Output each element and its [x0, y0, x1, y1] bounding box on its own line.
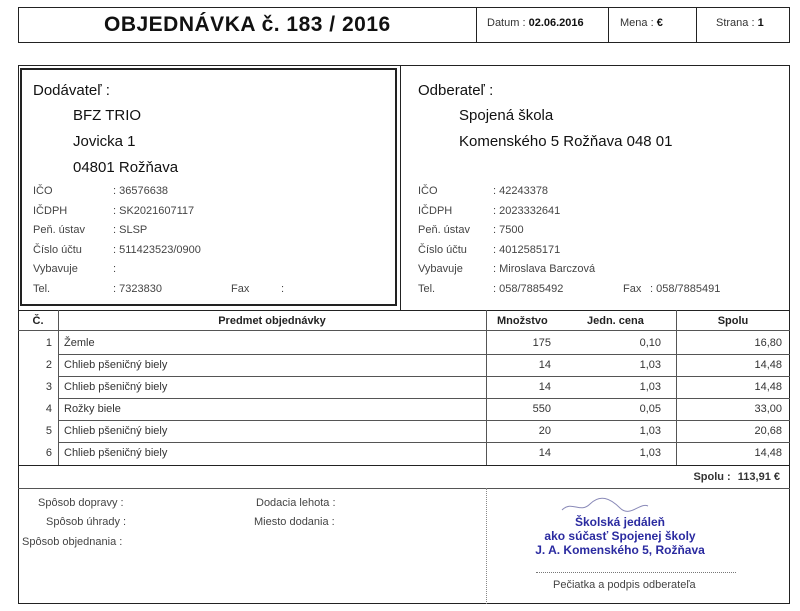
row-qty: 550 — [532, 403, 551, 415]
row-unit-price: 0,05 — [639, 403, 661, 415]
customer-field-row — [418, 283, 778, 303]
signature-divider — [486, 488, 487, 604]
field-value: : 42243378 — [493, 185, 549, 197]
field-label: Číslo účtu — [33, 243, 82, 256]
row-qty: 14 — [538, 447, 551, 459]
table-bottom-border — [18, 465, 790, 466]
page-title: OBJEDNÁVKA č. 183 / 2016 — [104, 13, 391, 36]
row-total: 14,48 — [754, 447, 782, 459]
field-label: IČDPH — [418, 204, 453, 217]
supplier-field-row — [33, 263, 373, 283]
row-qty: 20 — [538, 425, 551, 437]
header-divider-2 — [608, 7, 609, 43]
sum-bottom-border — [18, 488, 790, 489]
supplier-street: Jovicka 1 — [73, 133, 136, 150]
field-label: IČDPH — [33, 204, 68, 217]
sum-value: 113,91 € — [737, 471, 780, 483]
col-header-item: Predmet objednávky — [218, 315, 326, 327]
field-label: Vybavuje — [418, 263, 463, 275]
stamp-line: J. A. Komenského 5, Rožňava — [535, 543, 705, 557]
fax-label: Fax — [231, 282, 250, 295]
table-header-bottom — [18, 330, 790, 331]
field-value: : 7323830 — [113, 282, 162, 295]
field-label: Vybavuje — [33, 263, 78, 275]
date-value: 02.06.2016 — [528, 17, 584, 29]
field-value: : — [113, 263, 117, 275]
customer-address: Komenského 5 Rožňava 048 01 — [459, 133, 673, 150]
school-stamp — [490, 515, 750, 557]
row-item: Chlieb pšeničný biely — [64, 425, 168, 437]
page-value: 1 — [757, 17, 764, 29]
page-number-field — [716, 17, 764, 29]
row-total: 20,68 — [754, 425, 782, 437]
customer-field-row — [418, 244, 778, 264]
field-label: Tel. — [418, 282, 436, 295]
supplier-field-row — [33, 244, 373, 264]
row-unit-price: 1,03 — [639, 381, 661, 393]
field-label: IČO — [418, 185, 438, 197]
supplier-field-row — [33, 185, 373, 205]
page-label: Strana : — [716, 17, 755, 29]
row-qty: 175 — [532, 337, 551, 349]
date-label: Datum : — [487, 17, 526, 29]
parties-divider — [400, 65, 401, 310]
row-total: 14,48 — [754, 359, 782, 371]
row-number: 1 — [45, 337, 52, 349]
currency-label: Mena : — [620, 17, 654, 29]
field-label: Peň. ústav — [33, 224, 85, 236]
row-item: Rožky biele — [64, 403, 121, 415]
fax-value: : 058/7885491 — [650, 282, 721, 295]
sum-label: Spolu : — [693, 471, 731, 483]
col-header-qty: Množstvo — [497, 315, 548, 327]
table-row — [18, 421, 790, 443]
currency-value: € — [656, 17, 663, 29]
payment-label: Spôsob úhrady : — [46, 516, 127, 528]
col-header-unit-price: Jedn. cena — [587, 315, 644, 327]
row-item: Chlieb pšeničný biely — [64, 381, 168, 393]
row-unit-price: 1,03 — [639, 425, 661, 437]
field-value: : 7500 — [493, 224, 524, 236]
field-value: : SK2021607117 — [113, 204, 195, 217]
sum-row — [600, 471, 780, 483]
supplier-heading: Dodávateľ : — [33, 82, 110, 99]
row-total: 14,48 — [754, 381, 782, 393]
row-item: Chlieb pšeničný biely — [64, 447, 168, 459]
header-divider-1 — [476, 7, 477, 43]
field-label: Číslo účtu — [418, 243, 467, 256]
order-method-label: Spôsob objednania : — [22, 536, 123, 548]
fax-label: Fax — [623, 282, 642, 295]
row-unit-price: 0,10 — [639, 337, 661, 349]
row-number: 6 — [45, 447, 52, 459]
delivery-place-label: Miesto dodania : — [254, 516, 335, 528]
field-value: : 36576638 — [113, 185, 169, 197]
supplier-fields — [33, 185, 373, 302]
col-header-total: Spolu — [717, 315, 749, 327]
table-row — [18, 443, 790, 465]
field-label: Peň. ústav — [418, 224, 470, 236]
field-value: : 2023332641 — [493, 204, 561, 217]
field-value: : Miroslava Barczová — [493, 263, 596, 275]
row-item: Chlieb pšeničný biely — [64, 359, 168, 371]
customer-field-row — [418, 263, 778, 283]
table-row — [18, 377, 790, 399]
row-number: 3 — [45, 381, 52, 393]
stamp-line: Školská jedáleň — [574, 515, 666, 529]
field-label: IČO — [33, 185, 53, 197]
supplier-field-row — [33, 224, 373, 244]
row-number: 2 — [45, 359, 52, 371]
row-qty: 14 — [538, 359, 551, 371]
signature-caption: Pečiatka a podpis odberateľa — [553, 579, 696, 591]
customer-name: Spojená škola — [459, 107, 554, 124]
table-row — [18, 399, 790, 421]
currency-field — [620, 17, 663, 29]
supplier-field-row — [33, 283, 373, 303]
row-total: 16,80 — [754, 337, 782, 349]
supplier-field-row — [33, 205, 373, 225]
customer-heading: Odberateľ : — [418, 82, 494, 99]
col-header-no: Č. — [32, 315, 44, 327]
customer-field-row — [418, 205, 778, 225]
header-divider-3 — [696, 7, 697, 43]
row-unit-price: 1,03 — [639, 359, 661, 371]
field-value: : 4012585171 — [493, 243, 561, 256]
customer-field-row — [418, 185, 778, 205]
field-value: : 511423523/0900 — [113, 243, 201, 256]
row-unit-price: 1,03 — [639, 447, 661, 459]
table-row — [18, 333, 790, 355]
fax-value: : — [281, 282, 285, 295]
table-row — [18, 355, 790, 377]
table-top-border — [18, 310, 790, 311]
field-label: Tel. — [33, 282, 51, 295]
transport-label: Spôsob dopravy : — [38, 497, 124, 509]
signature-scribble — [560, 496, 650, 516]
customer-fields — [418, 185, 778, 302]
row-number: 5 — [45, 425, 52, 437]
field-value: : SLSP — [113, 224, 148, 236]
row-qty: 14 — [538, 381, 551, 393]
row-number: 4 — [45, 403, 52, 415]
signature-line — [536, 572, 736, 573]
row-total: 33,00 — [754, 403, 782, 415]
stamp-line: ako súčasť Spojenej školy — [544, 529, 696, 543]
delivery-term-label: Dodacia lehota : — [256, 497, 336, 509]
customer-field-row — [418, 224, 778, 244]
supplier-city: 04801 Rožňava — [73, 159, 179, 176]
date-field — [487, 17, 584, 29]
row-item: Žemle — [64, 337, 95, 349]
field-value: : 058/7885492 — [493, 282, 564, 295]
supplier-name: BFZ TRIO — [73, 107, 142, 124]
